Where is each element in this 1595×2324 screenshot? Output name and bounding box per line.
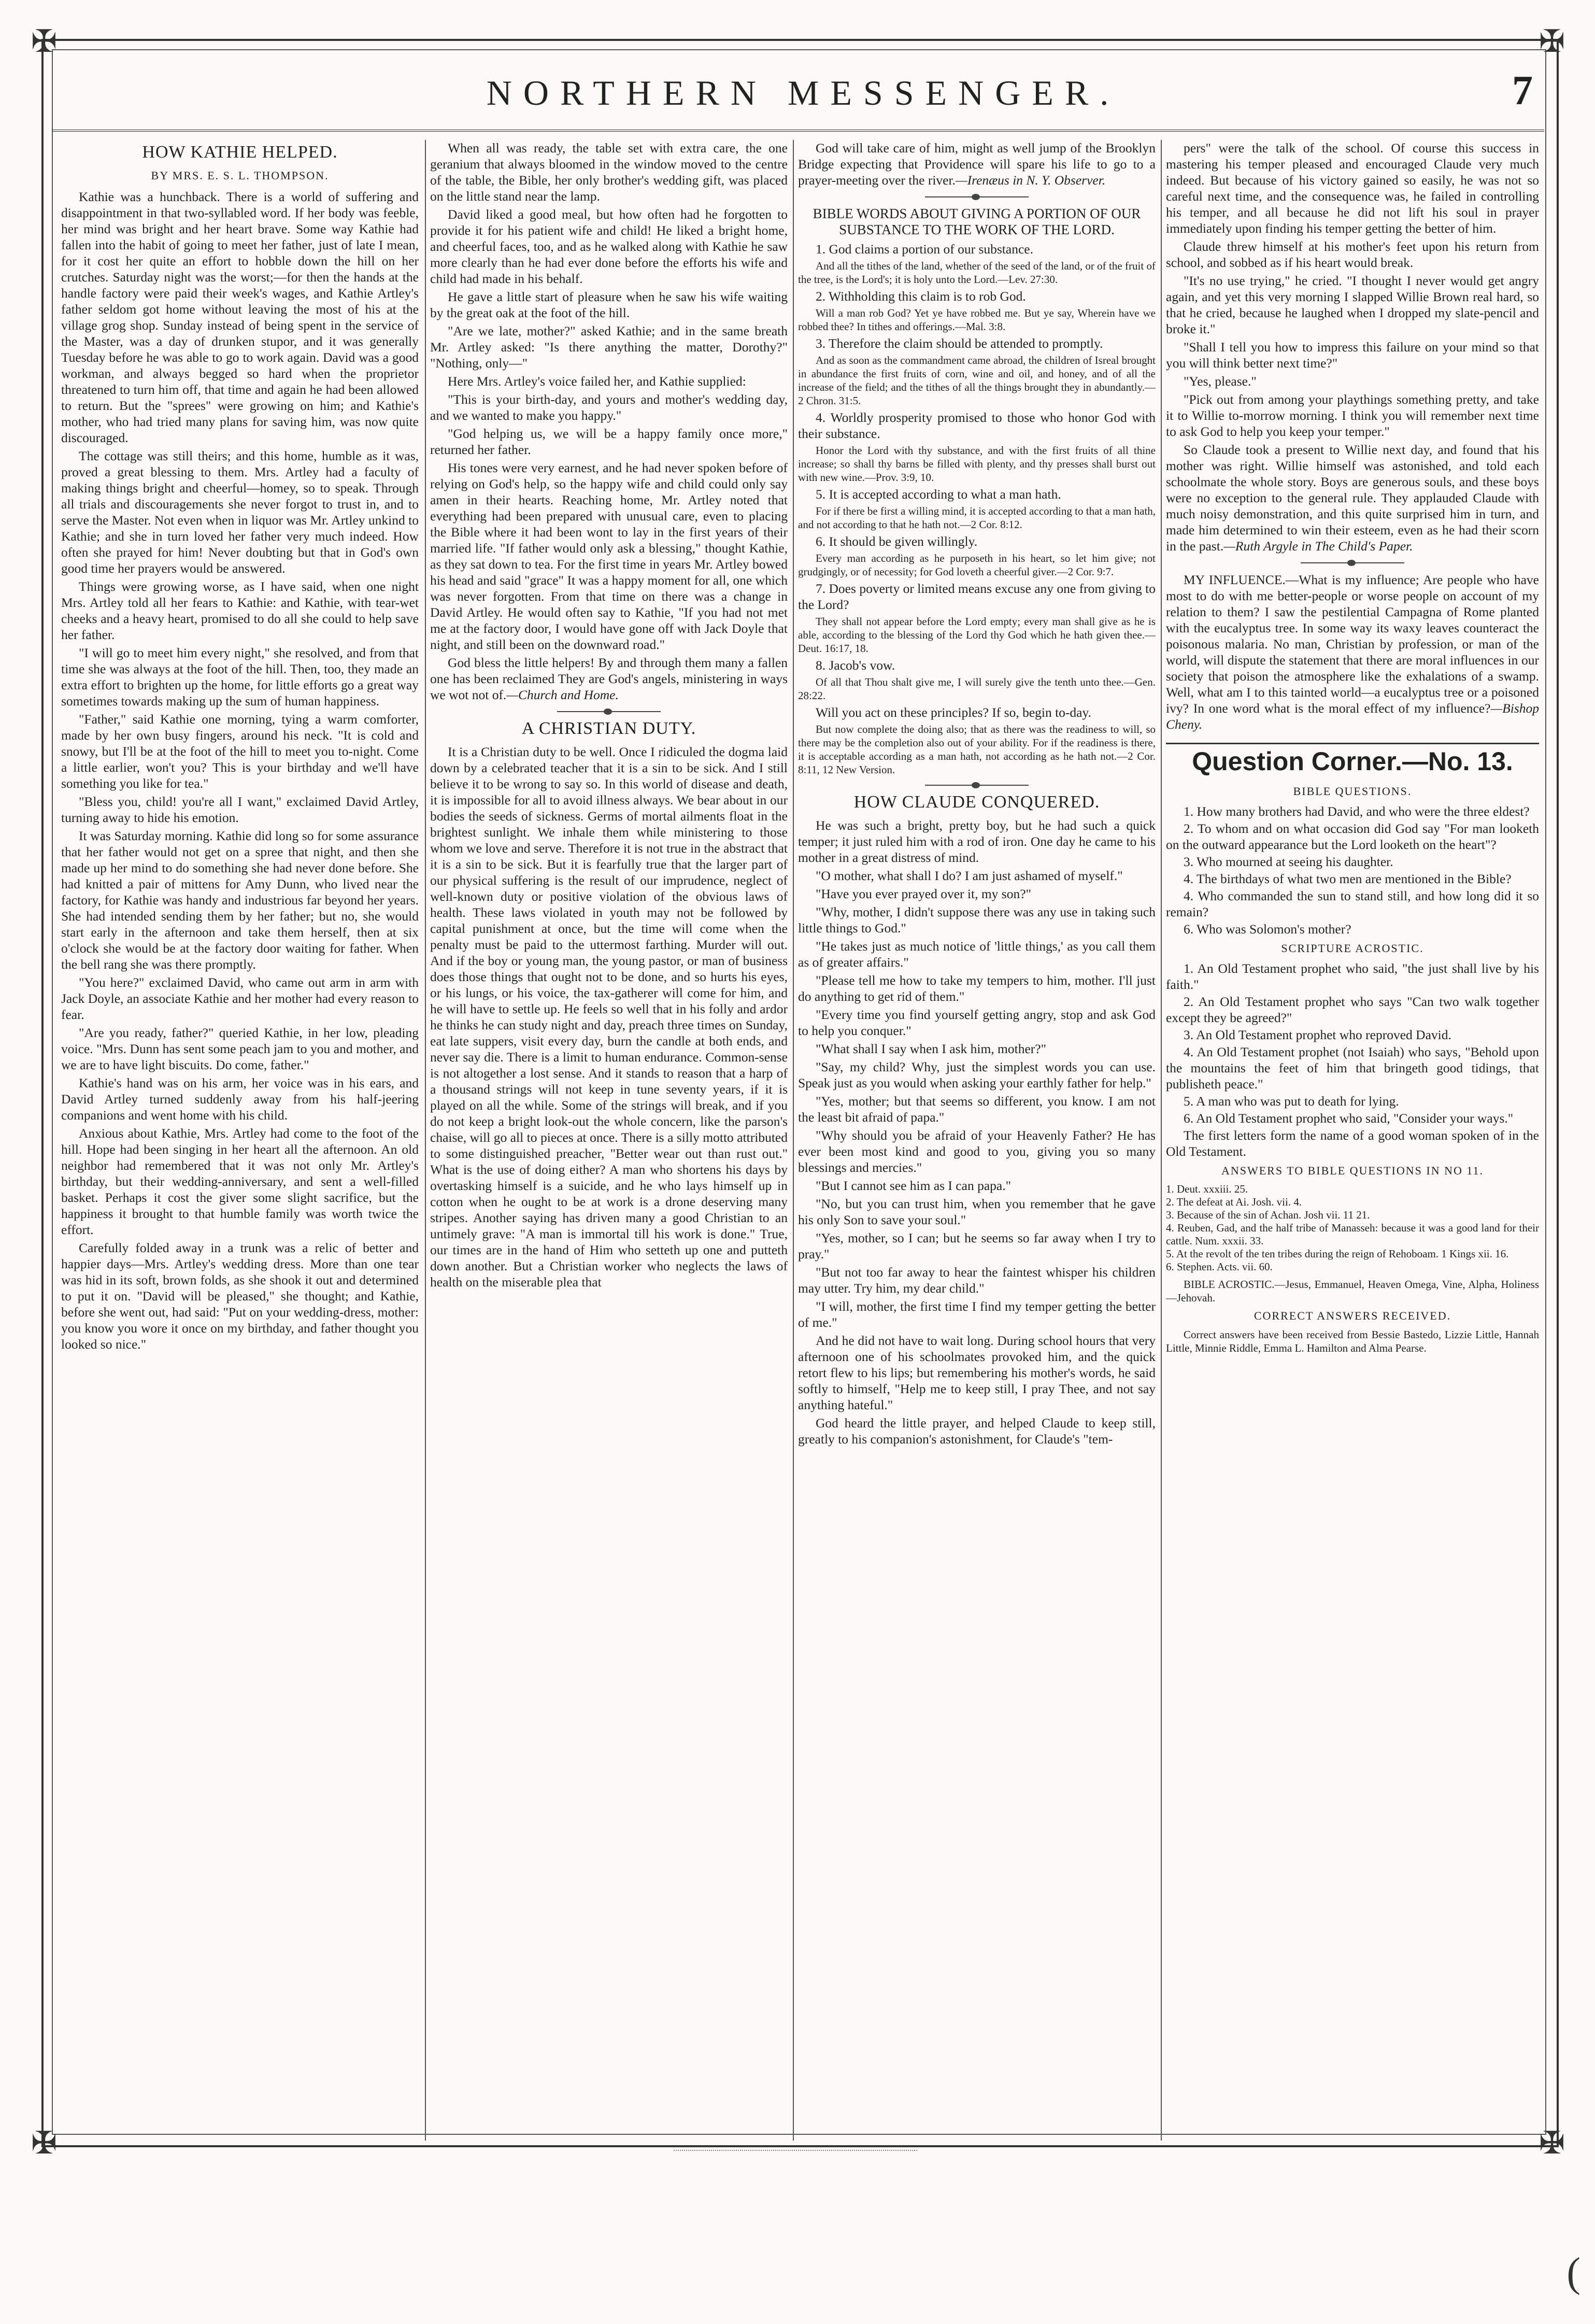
paragraph: Carefully folded away in a trunk was a relic of better and happier days—Mrs. Artley's wedding dress. More than one tear was hid in its soft, brown folds, as she shook it out and determined to put it on. "David will be pleased," she thought; and Kathie, before she went out, had said: "Put on your wedding-dress, mother: you know you wore it once on my birthday, and father thought you looked so nice." — [61, 1240, 419, 1352]
paragraph: "Why, mother, I didn't suppose there was any use in taking such little things to God." — [798, 904, 1156, 936]
paragraph: Claude threw himself at his mother's feet upon his return from school, and sobbed as if his heart would break. — [1166, 239, 1539, 270]
scripture-quote: Will a man rob God? Yet ye have robbed me. But ye say, Wherein have we robbed thee? In tithes and offerings.—Mal. 3:8. — [798, 307, 1156, 333]
paragraph: "Pick out from among your playthings something pretty, and take it to Willie to-morrow morning. I think you will remember next time to ask God to help you keep your temper." — [1166, 392, 1539, 439]
paragraph: "Father," said Kathie one morning, tying a warm comforter, made by her own busy fingers, around his neck. "It is cold and snowy, but I'll be at the foot of the hill to meet you to-night. Come a little earlier, won't you? This is your birthday and we'll have something you like for tea." — [61, 712, 419, 791]
scripture-quote: They shall not appear before the Lord empty; every man shall give as he is able, according to the blessing of the Lord thy God which he hath given thee.—Deut. 16:17, 18. — [798, 615, 1156, 655]
corner-ornament-icon: ✠ — [1539, 2126, 1565, 2160]
section-subhead: SCRIPTURE ACROSTIC. — [1281, 942, 1424, 955]
section-subhead: BIBLE QUESTIONS. — [1293, 785, 1412, 798]
scripture-quote: Every man according as he purposeth in his heart, so let him give; not grudgingly, or of necessity; for God loveth a cheerful giver.—2 Cor. 9:7. — [798, 552, 1156, 578]
section-separator — [925, 785, 1029, 786]
corner-ornament-icon: ✠ — [1539, 24, 1565, 59]
list-item: 2. An Old Testament prophet who says "Can two walk together except they be agreed?" — [1166, 994, 1539, 1025]
list-item: 4. Worldly prosperity promised to those who honor God with their substance. — [798, 410, 1156, 441]
footer-ornament — [674, 2150, 917, 2154]
acrostic-answer: BIBLE ACROSTIC.—Jesus, Emmanuel, Heaven Omega, Vine, Alpha, Holiness—Jehovah. — [1166, 1278, 1539, 1304]
paragraph: Anxious about Kathie, Mrs. Artley had come to the foot of the hill. Hope had been singing in her heart all the afternoon. An old neighbor had remembered that it was not only Mr. Artley's birthday, but their wedding-anniversary, and sent a well-filled basket. Perhaps it cost the giver some slight sacrifice, but the happiness it brought to that humble family was worth twice the effort. — [61, 1126, 419, 1237]
list-item: Will you act on these principles? If so, begin to-day. — [816, 705, 1091, 720]
paragraph: "But not too far away to hear the faintest whisper his children may utter. Try him, my dear child." — [798, 1265, 1156, 1296]
paragraph: The cottage was still theirs; and this home, humble as it was, proved a great blessing to them. Mrs. Artley had a faculty of making things bright and cheerful—homey, so to speak. Through all trials and discouragements she never forgot to trust in, and to serve the Master. Not even when in liquor was Mr. Artley unkind to Kathie; and she in turn loved her father very much indeed. How often she prayed for him! Never doubting but that in God's own good time her prayers would be answered. — [61, 448, 419, 576]
scripture-acrostic — [1166, 960, 1539, 1159]
byline: BY MRS. E. S. L. THOMPSON. — [151, 169, 329, 182]
list-item: 1. Deut. xxxiii. 25. — [1166, 1183, 1248, 1195]
column-2 — [430, 140, 788, 2141]
list-item: 6. Who was Solomon's mother? — [1184, 922, 1351, 937]
corner-ornament-icon: ✠ — [31, 24, 58, 59]
paragraph: He was such a bright, pretty boy, but he had such a quick temper; it just ruled him with a rod of iron. One day he came to his mother in a great distress of mind. — [798, 818, 1156, 865]
scripture-quote: And all the tithes of the land, whether of the seed of the land, or of the fruit of the tree, is the Lord's; it is holy unto the Lord.—Lev. 27:30. — [798, 260, 1156, 286]
paragraph: "Shall I tell you how to impress this failure on your mind so that you will think better next time?" — [1166, 339, 1539, 371]
paragraph: "Yes, mother, so I can; but he seems so far away when I try to pray." — [798, 1230, 1156, 1262]
paragraph: "You here?" exclaimed David, who came out arm in arm with Jack Doyle, an associate Kathie and her mother had every reason to fear. — [61, 975, 419, 1022]
column-1 — [61, 140, 419, 2141]
column-3 — [798, 140, 1156, 2141]
paragraph: "Please tell me how to take my tempers to him, mother. I'll just do anything to get rid of them." — [798, 973, 1156, 1004]
list-item: 4. Reuben, Gad, and the half tribe of Manasseh: because it was a good land for their cattle. Num. xxxii. 33. — [1166, 1222, 1539, 1247]
paragraph: His tones were very earnest, and he had never spoken before of relying on God's help, so the happy wife and child could only say amen in their hearts. Reaching home, Mr. Artley noted that everything had been prepared with unusual care, even to placing the Bible where it had been wont to lay in the first years of their married life. "If father would only ask a blessing," thought Kathie, as they sat down to tea. For the first time in years Mr. Artley bowed his head and said "grace" It was a happy moment for all, one which was never forgotten. From that time on there was a change in David Artley. He would often say to Kathie, "If you had not met me at the factory door, I would have gone off with Jack Doyle that night, and still been on the downward road." — [430, 460, 788, 652]
paragraph: "No, but you can trust him, when you remember that he gave his only Son to save your soul." — [798, 1196, 1156, 1227]
source-credit: —Bishop Cheny. — [1166, 701, 1539, 732]
section-separator — [557, 711, 661, 712]
list-item: 5. At the revolt of the ten tribes during the reign of Rehoboam. 1 Kings xii. 16. — [1166, 1248, 1509, 1260]
section-separator — [1301, 562, 1404, 563]
question-corner-title: Question Corner.—No. 13. — [1166, 743, 1539, 770]
paragraph: Kathie was a hunchback. There is a world of suffering and disappointment in that two-syllabled word. If her body was feeble, her mind was bright and her heart brave. Some way Kathie had fallen into the habit of going to meet her father, just of late I mean, for it cost her quite an effort to hobble down the hill on her crutches. Saturday night was the worst;—for then the hands at the handle factory were paid their week's wages, and Kathie Artley's father seldom got home without leaving the most of his at the village grog shop. Sunday instead of being spent in the service of the Master, was a day of drunken stupor, and it was generally Tuesday before he was able to go to work again. David was a good workman, and always begged so hard when the proprietor threatened to turn him off, that time and again he had been allowed to return. But the "sprees" were growing on him; and Kathie's mother, who had tried many plans for saving him, was now quite discouraged. — [61, 189, 419, 445]
list-item: 4. The birthdays of what two men are mentioned in the Bible? — [1184, 871, 1512, 886]
section-subhead: CORRECT ANSWERS RECEIVED. — [1254, 1309, 1451, 1322]
correct-answers: Correct answers have been received from Bessie Bastedo, Lizzie Little, Hannah Little, Minnie Riddle, Emma L. Hamilton and Alma Pearse. — [1166, 1328, 1539, 1354]
list-item: 2. The defeat at Ai. Josh. vii. 4. — [1166, 1196, 1302, 1208]
paragraph: "But I cannot see him as I can papa." — [816, 1178, 1011, 1193]
paragraph: It is a Christian duty to be well. Once I ridiculed the dogma laid down by a celebrated teacher that it is a sin to be sick. And I still believe it to be wrong to say so. In this world of disease and death, it is impossible for all to avoid illness always. We bear about in our bodies the seeds of sickness. Germs of mortal ailments float in the brightest sunlight. We inhale them while ministering to those whom we love and serve. Therefore it is not true in the abstract that it is a sin to be sick. But it is fearfully true that the larger part of our physical suffering is the result of our imprudence, neglect of well-known duty or positive violation of the obvious laws of health. These laws violated in youth may not be followed by capital punishment at once, but the time will come when the penalty must be paid to the uttermost farthing. Murder will out. And if the boy or young man, the young pastor, or man of business does those things that ought not to be done, and so hurts his eyes, or his lungs, or his voice, the tax-gatherer will come for him, and he will have to settle up. He feels so well that in his folly and ardor he thinks he can study night and day, preach three times on Sunday, eat late suppers, visit every day, burn the candle at both ends, and never say die. There is a limit to human endurance. Common-sense is not altogether a lost sense. And it stands to reason that a harp of a thousand strings will not keep in tune seventy years, if it is played on all the while. Some of the strings will break, and if you do not keep a bright look-out the whole concern, like the parson's chaise, will go all to pieces at once. There is a silly motto attributed to some distinguished preacher, "Better wear out than rust out." What is the use of doing either? A man who shortens his days by overtasking himself is a suicide, and he who lays himself up in cotton when he ought to be at work is a drone deserving many stripes. Another saying has driven many a good Christian to an untimely grave: "A man is immortal till his work is done." True, our times are in the hand of Him who setteth up one and putteth down another. But a Christian worker who neglects the laws of health on the miserable plea that — [430, 744, 788, 1289]
masthead-rule — [52, 130, 1544, 132]
scripture-quote: Of all that Thou shalt give me, I will surely give the tenth unto thee.—Gen. 28:22. — [798, 676, 1156, 702]
column-divider — [1161, 140, 1162, 2141]
paragraph — [1166, 572, 1539, 732]
paragraph: "O mother, what shall I do? I am just ashamed of myself." — [816, 868, 1123, 883]
paragraph: "He takes just as much notice of 'little things,' as you call them as of greater affairs." — [798, 939, 1156, 970]
paragraph: "What shall I say when I ask him, mother?" — [816, 1041, 1046, 1056]
paragraph — [1166, 442, 1539, 554]
list-item: 4. An Old Testament prophet (not Isaiah) who says, "Behold upon the mountains the feet of him that bringeth good tidings, that publisheth peace." — [1166, 1044, 1539, 1092]
paragraph-text: So Claude took a present to Willie next day, and found that his mother was right. Willie himself was astonished, and told each schoolmate the whole story. Boys are generous souls, and these boys were no exception to the general rule. They applauded Claude with much noisy demonstration, and this quite surprised him in turn, and made him determined to win their esteem, even as he had their scorn in the past. — [1166, 442, 1539, 554]
article-title: BIBLE WORDS ABOUT GIVING A PORTION OF OUR SUBSTANCE TO THE WORK OF THE LORD. — [813, 206, 1141, 237]
list-item: 3. An Old Testament prophet who reproved David. — [1184, 1027, 1451, 1042]
list-item: The first letters form the name of a good woman spoken of in the Old Testament. — [1166, 1128, 1539, 1159]
list-item: 8. Jacob's vow. — [816, 658, 895, 673]
column-4 — [1166, 140, 1539, 2141]
paragraph: "It's no use trying," he cried. "I thought I never would get angry again, and yet this very morning I slapped Willie Brown real hard, so that he cried, because he laughed when I dropped my slate-pencil and broke it." — [1166, 273, 1539, 336]
paragraph: It was Saturday morning. Kathie did long so for some assurance that her father would not get on a spree that night, and then she made up her mind to do something she had never done before. She had knitted a pair of mittens for Amy Dunn, who lived near the factory, for Kathie was handy and industrious far beyond her years. She had intended sending them by her father; but no, she would start early in the afternoon and take them herself, then at six o'clock she would be at the factory door waiting for father. When the bell rang she was there promptly. — [61, 828, 419, 972]
paragraph: "Are we late, mother?" asked Kathie; and in the same breath Mr. Artley asked: "Is there anything the matter, Dorothy?" "Nothing, only—" — [430, 323, 788, 371]
paragraph-text: MY INFLUENCE.—What is my influence; Are people who have most to do with me better-people or worse people on account of my relation to them? I saw the pestilential Campagna of Rome planted with the eucalyptus tree. In some way its waxy leaves counteract the poisonous malaria. No man, Christian by profession, or man of the world, will dispute the statement that there are moral influences in our society that poison the atmosphere like the exhalations of a swamp. Well, what am I to this tainted world—a eucalyptus tree or a poisoned ivy? In one word what is the moral effect of my influence? — [1166, 572, 1539, 716]
paragraph — [430, 655, 788, 703]
scripture-quote: Honor the Lord with thy substance, and with the first fruits of all thine increase; so shall thy barns be filled with plenty, and thy presses shall burst out with new wine.—Prov. 3:9, 10. — [798, 444, 1156, 484]
paragraph: "Say, my child? Why, just the simplest words you can use. Speak just as you would when asking your earthly father for help." — [798, 1059, 1156, 1090]
list-item: 6. An Old Testament prophet who said, "Consider your ways." — [1184, 1111, 1514, 1126]
paragraph-text: God bless the little helpers! By and through them many a fallen one has been reclaimed They are God's angels, ministering in ways we wot not of. — [430, 655, 788, 702]
source-credit: —Ruth Argyle in The Child's Paper. — [1223, 539, 1413, 554]
list-item: 6. It should be given willingly. — [816, 534, 978, 549]
list-item: 2. Withholding this claim is to rob God. — [816, 289, 1026, 304]
paragraph: God heard the little prayer, and helped Claude to keep still, greatly to his companion's astonishment, for Claude's "tem- — [798, 1415, 1156, 1447]
list-item: 7. Does poverty or limited means excuse any one from giving to the Lord? — [798, 581, 1156, 612]
scripture-quote: But now complete the doing also; that as there was the readiness to will, so there may be the completion also out of your ability. For if the readiness is there, it is acceptable according as a man hath, not according as he hath not.—2 Cor. 8:11, 12 New Version. — [798, 723, 1156, 776]
list-item: 2. To whom and on what occasion did God say "For man looketh on the outward appearance but the Lord looketh on the heart"? — [1166, 821, 1539, 852]
paragraph: "Have you ever prayed over it, my son?" — [816, 886, 1031, 901]
paragraph: When all was ready, the table set with extra care, the one geranium that always bloomed in the window moved to the centre of the table, the Bible, her only brother's wedding gift, was placed on the little stand near the lamp. — [430, 140, 788, 204]
bible-questions — [1166, 803, 1539, 937]
list-item: 1. God claims a portion of our substance. — [816, 242, 1033, 257]
paragraph: "Yes, please." — [1184, 374, 1257, 389]
paragraph-text: God will take care of him, might as well jump of the Brooklyn Bridge expecting that Providence will spare his life to go to a prayer-meeting over the river. — [798, 140, 1156, 188]
masthead-title: NORTHERN MESSENGER. — [486, 73, 1120, 112]
page-mark-icon: ( — [1566, 2250, 1580, 2295]
article-title: HOW CLAUDE CONQUERED. — [853, 792, 1100, 812]
list-item: 1. How many brothers had David, and who were the three eldest? — [1184, 804, 1530, 819]
paragraph: "I will go to meet him every night," she resolved, and from that time she was always at the foot of the hill. Then, too, they made an extra effort to brighten up the home, for little efforts go a great way sometimes towards making up the sum of human happiness. — [61, 645, 419, 708]
list-item: 3. Who mourned at seeing his daughter. — [1184, 854, 1393, 869]
article-title: A CHRISTIAN DUTY. — [521, 719, 696, 738]
column-divider — [793, 140, 794, 2141]
list-item: 5. It is accepted according to what a man hath. — [816, 487, 1061, 502]
paragraph: Kathie's hand was on his arm, her voice was in his ears, and David Artley turned suddenly away from his half-jeering companions and went home with his child. — [61, 1075, 419, 1123]
paragraph: "I will, mother, the first time I find my temper getting the better of me." — [798, 1299, 1156, 1330]
list-item: 6. Stephen. Acts. vii. 60. — [1166, 1260, 1273, 1273]
section-subhead: ANSWERS TO BIBLE QUESTIONS IN NO 11. — [1221, 1164, 1484, 1177]
paragraph: He gave a little start of pleasure when he saw his wife waiting by the great oak at the foot of the hill. — [430, 289, 788, 320]
article-title: HOW KATHIE HELPED. — [142, 143, 338, 162]
page-number: 7 — [1512, 68, 1533, 114]
paragraph: "Bless you, child! you're all I want," exclaimed David Artley, turning away to hide his emotion. — [61, 794, 419, 825]
paragraph: pers" were the talk of the school. Of course this success in mastering his temper pleased and encouraged Claude very much indeed. But because of his victory gained so easily, he was not so careful next time, and the consequence was, he failed in controlling his temper, and all because he did not lift his soul in prayer immediately upon finding his temper getting the better of him. — [1166, 140, 1539, 236]
paragraph: "This is your birth-day, and yours and mother's wedding day, and we wanted to make you happy." — [430, 392, 788, 423]
paragraph: "Why should you be afraid of your Heavenly Father? He has ever been most kind and good to you, giving you so many blessings and mercies." — [798, 1128, 1156, 1175]
source-credit: —Church and Home. — [506, 687, 619, 702]
paragraph: And he did not have to wait long. During school hours that very afternoon one of his schoolmates provoked him, and the quick retort flew to his lips; but remembering his mother's words, he said softly to himself, "Help me to keep still, I pray Thee, and not say anything hateful." — [798, 1333, 1156, 1412]
paragraph: "Every time you find yourself getting angry, stop and ask God to help you conquer." — [798, 1007, 1156, 1038]
paragraph: "Yes, mother; but that seems so different, you know. I am not the least bit afraid of papa." — [798, 1094, 1156, 1125]
paragraph: Here Mrs. Artley's voice failed her, and Kathie supplied: — [448, 374, 746, 389]
section-separator — [925, 196, 1029, 197]
corner-ornament-icon: ✠ — [31, 2126, 58, 2160]
column-divider — [425, 140, 426, 2141]
list-item: 5. A man who was put to death for lying. — [1184, 1094, 1399, 1109]
paragraph — [798, 140, 1156, 188]
paragraph: Things were growing worse, as I have said, when one night Mrs. Artley told all her fears to Kathie: and Kathie, with tear-wet cheeks and a heavy heart, promised to do all she could to help save her father. — [61, 579, 419, 642]
list-item: 1. An Old Testament prophet who said, "the just shall live by his faith." — [1166, 961, 1539, 992]
paragraph: David liked a good meal, but how often had he forgotten to provide it for his patient wife and child! He liked a bright home, and cheerful faces, too, and as he walked along with Kathie he saw more clearly than he had ever done before the efforts his wife and child had made in his behalf. — [430, 207, 788, 286]
source-credit: —Irenæus in N. Y. Observer. — [955, 173, 1106, 188]
list-item: 3. Because of the sin of Achan. Josh vii. 11 21. — [1166, 1209, 1370, 1221]
paragraph: "God helping us, we will be a happy family once more," returned her father. — [430, 426, 788, 457]
scripture-quote: For if there be first a willing mind, it is accepted according to that a man hath, and not according to that he hath not.—2 Cor. 8:12. — [798, 505, 1156, 531]
answers-list — [1166, 1183, 1539, 1273]
scripture-quote: And as soon as the commandment came abroad, the children of Isreal brought in abundance the first fruits of corn, wine and oil, and honey, and of all the increase of the field; and the tithes of all the things brought they in abundantly.—2 Chron. 31:5. — [798, 354, 1156, 407]
list-item: 3. Therefore the claim should be attended to promptly. — [816, 336, 1103, 351]
list-item: 4. Who commanded the sun to stand still, and how long did it so remain? — [1166, 888, 1539, 919]
paragraph: "Are you ready, father?" queried Kathie, in her low, pleading voice. "Mrs. Dunn has sent some peach jam to you and mother, and we are to have light biscuits. Do come, father." — [61, 1025, 419, 1072]
